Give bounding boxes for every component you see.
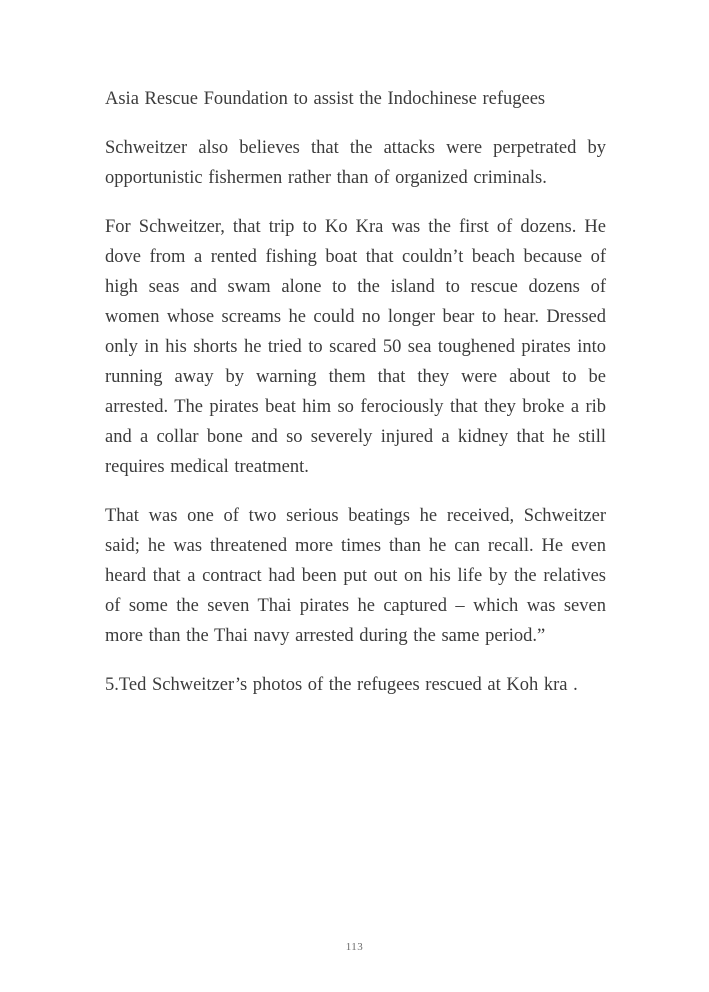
- paragraph: Schweitzer also believes that the attacks were perpetrated by opportunistic fishermen rather than of organized criminals.: [105, 138, 606, 188]
- paragraph: For Schweitzer, that trip to Ko Kra was the first of dozens. He dove from a rented fishing boat that couldn’t beach because of high seas and swam alone to the island to rescue dozens of women whose screams he could no longer bear to hear. Dressed only in his shorts he tried to scared 50 sea toughened pirates into running away by warning them that they were about to be arrested. The pirates beat him so ferociously that they broke a rib and a collar bone and so severely injured a kidney that he still requires medical treatment.: [105, 217, 606, 477]
- text-block: [105, 84, 606, 700]
- paragraph: 5.Ted Schweitzer’s photos of the refugees rescued at Koh kra .: [105, 675, 578, 695]
- paragraph: That was one of two serious beatings he received, Schweitzer said; he was threatened more times than he can recall. He even heard that a contract had been put out on his life by the relatives of some the seven Thai pirates he captured – which was seven more than the Thai navy arrested during the same period.”: [105, 506, 606, 646]
- paragraph-heading: Asia Rescue Foundation to assist the Indochinese refugees: [105, 89, 546, 109]
- page-number: 113: [345, 941, 364, 953]
